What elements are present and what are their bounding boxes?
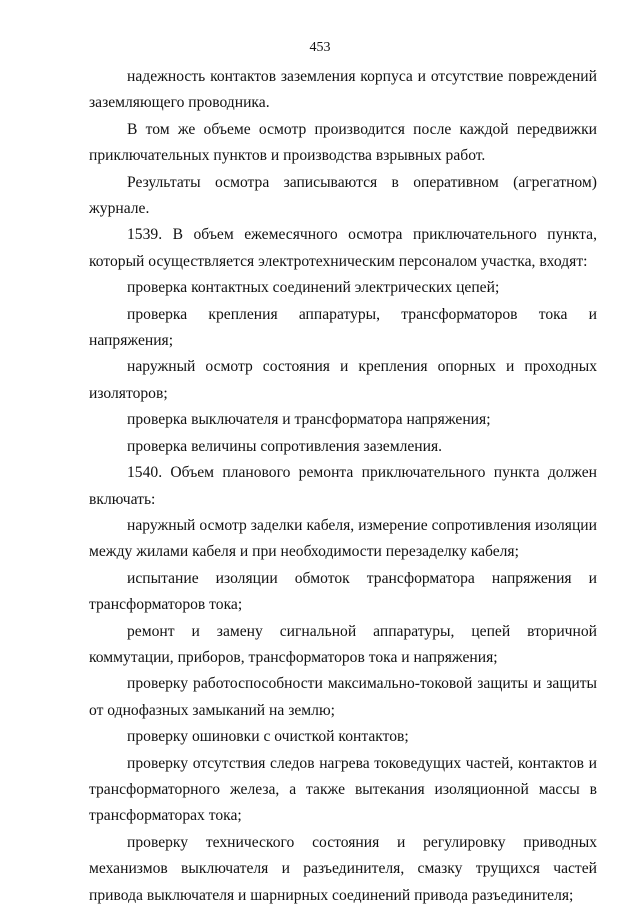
paragraph-results-journal: Результаты осмотра записываются в оперативном (агрегатном) журнале. bbox=[89, 173, 597, 218]
paragraph-1539-monthly-inspection: 1539. В объем ежемесячного осмотра приключательного пункта, который осуществляется электротехническим персоналом участка, входят: bbox=[89, 226, 597, 270]
list-item: наружный осмотр заделки кабеля, измерение сопротивления изоляции между жилами кабеля и при необходимости перезаделку кабеля; bbox=[89, 516, 597, 561]
paragraph-1540-planned-repair: 1540. Объем планового ремонта приключательного пункта должен включать: bbox=[89, 464, 597, 508]
list-item: ремонт и замену сигнальной аппаратуры, цепей вторичной коммутации, приборов, трансформаторов тока и напряжения; bbox=[89, 622, 597, 666]
paragraph-grounding-reliability: надежность контактов заземления корпуса и отсутствие повреждений заземляющего проводника. bbox=[89, 68, 597, 112]
page-number: 453 bbox=[309, 40, 331, 55]
list-item: проверку работоспособности максимально-токовой защиты и защиты от однофазных замыканий на землю; bbox=[89, 675, 597, 719]
list-item: проверку технического состояния и регулировку приводных механизмов выключателя и разъединителя, смазку трущихся частей привода выключателя и шарнирных соединений привода разъединителя; bbox=[89, 833, 597, 904]
list-item: проверку отсутствия следов нагрева токоведущих частей, контактов и трансформаторного железа, а также вытекания изоляционной массы в трансформаторах тока; bbox=[89, 754, 597, 825]
list-item: испытание изоляции обмоток трансформатора напряжения и трансформаторов тока; bbox=[89, 569, 597, 614]
list-item: проверка величины сопротивления заземления. bbox=[127, 437, 443, 455]
document-body bbox=[89, 64, 597, 909]
list-item: наружный осмотр состояния и крепления опорных и проходных изоляторов; bbox=[89, 358, 597, 402]
list-item: проверка контактных соединений электрических цепей; bbox=[127, 279, 500, 297]
list-item: проверка крепления аппаратуры, трансформаторов тока и напряжения; bbox=[89, 305, 597, 350]
list-item: проверка выключателя и трансформатора напряжения; bbox=[127, 411, 491, 429]
list-item: проверку ошиновки с очисткой контактов; bbox=[127, 728, 409, 746]
paragraph-inspection-after-move: В том же объеме осмотр производится после каждой передвижки приключательных пунктов и производства взрывных работ. bbox=[89, 120, 597, 165]
